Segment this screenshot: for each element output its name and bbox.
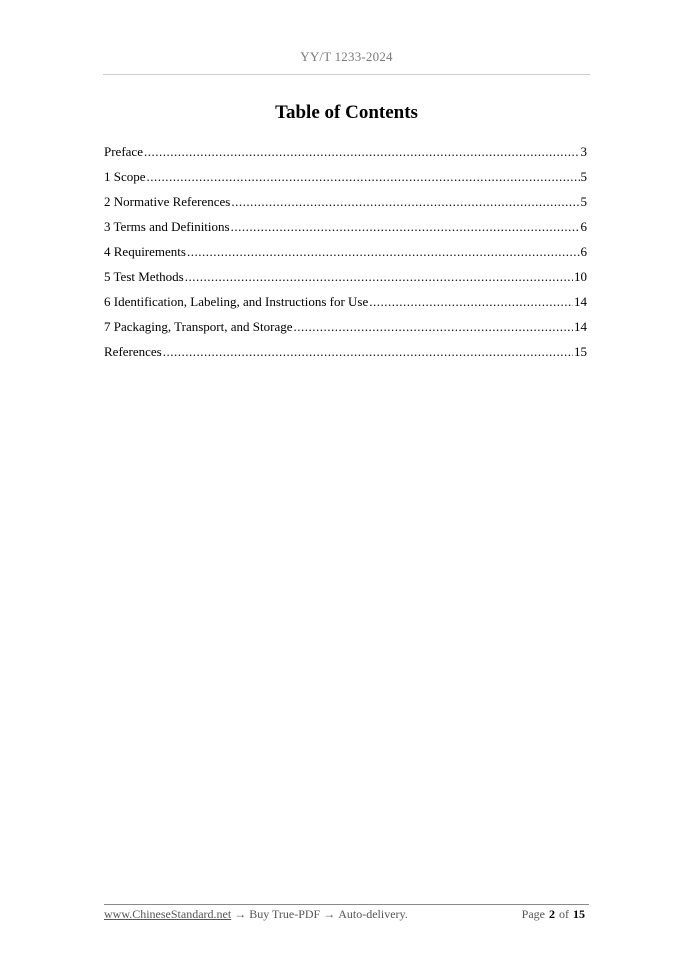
toc-entry-page: 14	[574, 319, 587, 334]
toc-entry-label: 3 Terms and Definitions	[104, 219, 230, 234]
toc-entry-page: 3	[580, 144, 587, 159]
toc-entry-label: Preface	[104, 144, 143, 159]
toc-entry-page: 5	[580, 169, 587, 184]
current-page-number: 2	[549, 907, 555, 921]
running-header: YY/T 1233-2024	[300, 49, 393, 64]
right-arrow-icon: →	[323, 907, 336, 921]
page-footer	[104, 907, 589, 925]
toc-entry-normative-references[interactable]	[104, 192, 587, 217]
page-title: Table of Contents	[275, 102, 418, 123]
table-of-contents	[104, 142, 587, 367]
total-pages-number: 15	[573, 907, 585, 921]
toc-entry-label: References	[104, 344, 162, 359]
toc-entry-scope[interactable]	[104, 167, 587, 192]
toc-entry-page: 6	[580, 244, 587, 259]
dot-leader	[293, 317, 573, 337]
toc-entry-page: 15	[574, 344, 587, 359]
toc-entry-page: 14	[574, 294, 587, 309]
footer-divider	[104, 904, 589, 905]
dot-leader	[231, 217, 580, 237]
toc-entry-preface[interactable]	[104, 142, 587, 167]
toc-entry-packaging-transport-storage[interactable]	[104, 317, 587, 342]
toc-entry-label: 1 Scope	[104, 169, 146, 184]
toc-entry-page: 5	[580, 194, 587, 209]
right-arrow-icon: →	[234, 907, 247, 921]
dot-leader	[185, 267, 573, 287]
dot-leader	[369, 292, 573, 312]
toc-entry-references[interactable]	[104, 342, 587, 367]
delivery-text: Auto-delivery.	[338, 907, 408, 921]
toc-entry-label: 4 Requirements	[104, 244, 186, 259]
dot-leader	[187, 242, 580, 262]
page-word: Page	[521, 907, 545, 921]
header-divider	[103, 74, 590, 75]
toc-entry-label: 6 Identification, Labeling, and Instructions for Use	[104, 294, 369, 309]
dot-leader	[147, 167, 580, 187]
toc-entry-label: 2 Normative References	[104, 194, 231, 209]
page-counter	[522, 907, 589, 922]
toc-entry-page: 10	[574, 269, 587, 284]
site-link[interactable]: www.ChineseStandard.net	[104, 907, 232, 921]
toc-entry-test-methods[interactable]	[104, 267, 587, 292]
footer-promo	[104, 907, 408, 922]
toc-entry-terms-and-definitions[interactable]	[104, 217, 587, 242]
dot-leader	[163, 342, 573, 362]
toc-entry-page: 6	[580, 219, 587, 234]
buy-pdf-text: Buy True-PDF	[249, 907, 321, 921]
toc-entry-requirements[interactable]	[104, 242, 587, 267]
dot-leader	[231, 192, 579, 212]
of-word: of	[559, 907, 569, 921]
toc-entry-label: 5 Test Methods	[104, 269, 184, 284]
dot-leader	[144, 142, 580, 162]
toc-entry-label: 7 Packaging, Transport, and Storage	[104, 319, 293, 334]
toc-entry-identification-labeling[interactable]	[104, 292, 587, 317]
